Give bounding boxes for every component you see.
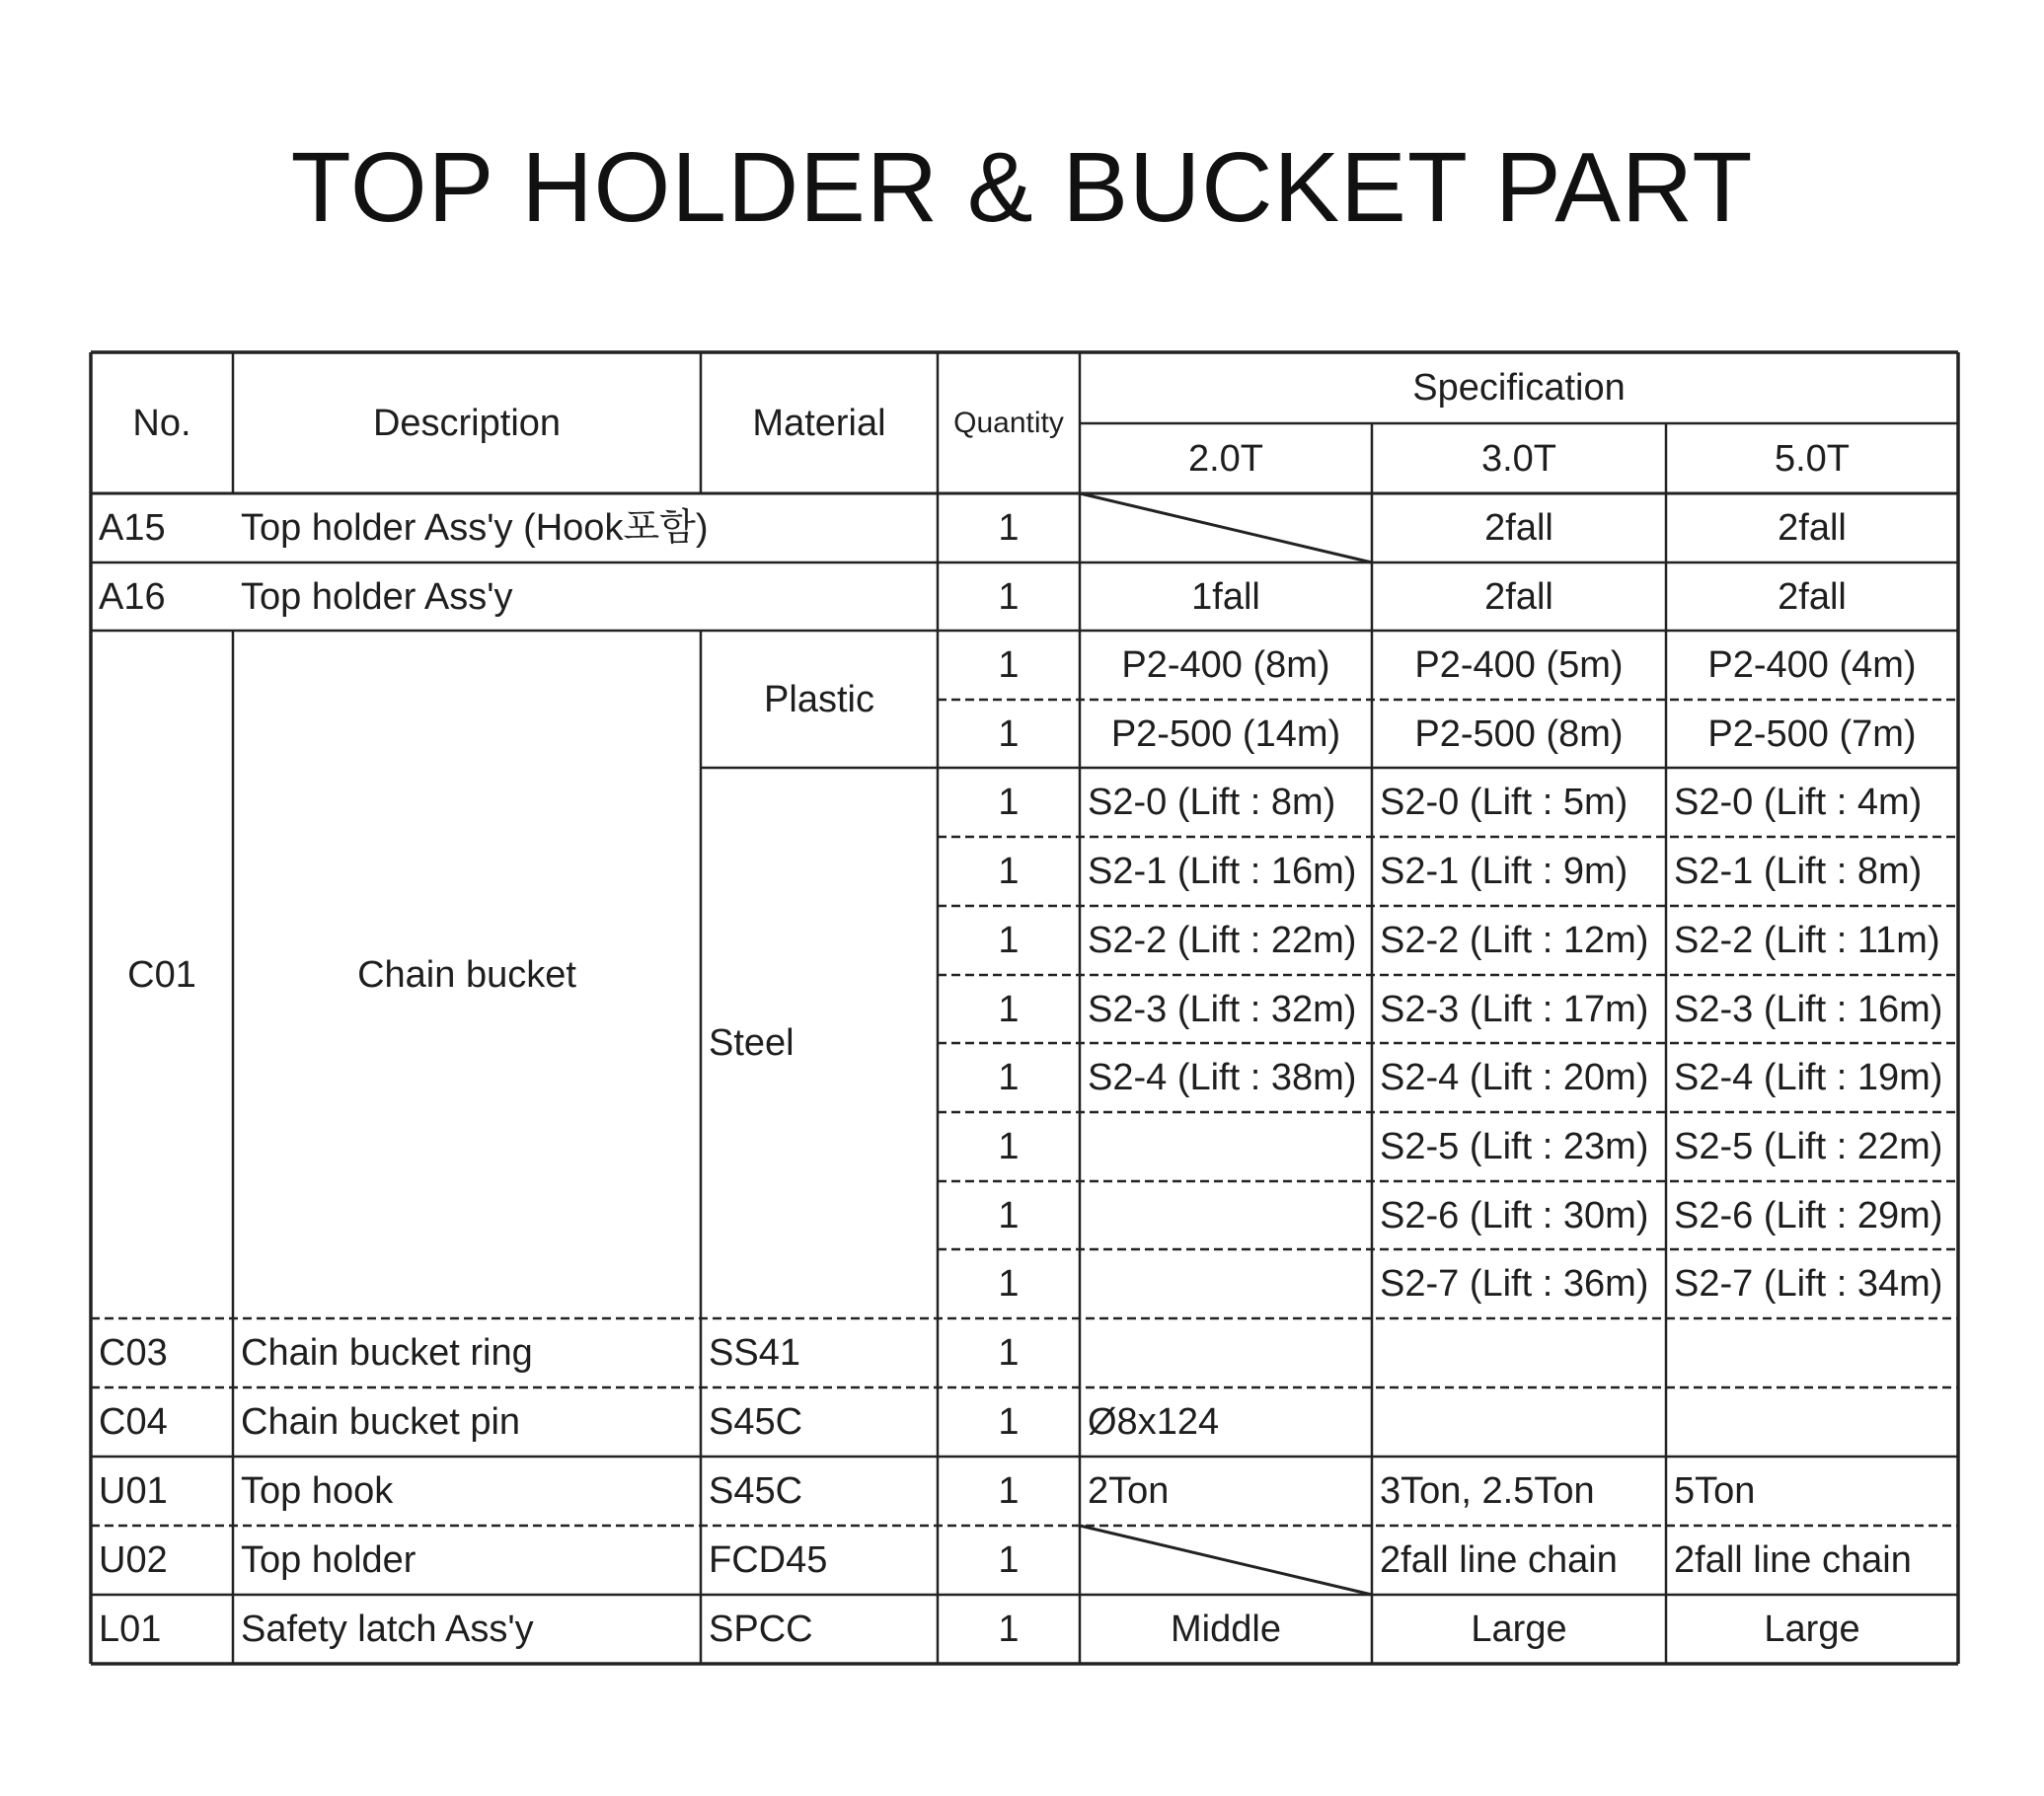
row-l01-description: Safety latch Ass'y — [241, 1609, 534, 1650]
row-c01-sub-spec-5-0t: S2-3 (Lift : 16m) — [1674, 988, 1943, 1030]
row-c03-description: Chain bucket ring — [241, 1332, 533, 1374]
row-c01-sub-quantity: 1 — [998, 712, 1020, 755]
row-c01-sub-spec-3-0t: S2-0 (Lift : 5m) — [1380, 782, 1628, 823]
header-specification: Specification — [1412, 367, 1626, 409]
row-c01-sub-spec-2-0t: S2-3 (Lift : 32m) — [1088, 988, 1357, 1030]
row-u02-material: FCD45 — [709, 1539, 828, 1581]
row-u01-spec-2-0t: 2Ton — [1088, 1470, 1170, 1512]
row-u01-description: Top hook — [241, 1470, 394, 1512]
row-c04-no: C04 — [99, 1401, 168, 1443]
row-c01-sub-spec-2-0t: S2-2 (Lift : 22m) — [1088, 920, 1357, 961]
row-c04-quantity: 1 — [998, 1401, 1020, 1443]
row-c01-sub-spec-3-0t: S2-7 (Lift : 36m) — [1380, 1263, 1649, 1305]
row-c01-sub-quantity: 1 — [998, 782, 1020, 823]
row-l01-no: L01 — [99, 1609, 162, 1650]
row-c01-sub-quantity: 1 — [998, 851, 1020, 892]
page-title: TOP HOLDER & BUCKET PART — [290, 132, 1754, 243]
row-u01-spec-3-0t: 3Ton, 2.5Ton — [1380, 1470, 1595, 1512]
row-c04-description: Chain bucket pin — [241, 1401, 521, 1443]
row-c01-sub-spec-3-0t: S2-4 (Lift : 20m) — [1380, 1057, 1649, 1098]
header-5-0t: 5.0T — [1774, 437, 1851, 480]
row-l01-quantity: 1 — [998, 1609, 1020, 1650]
row-u01-material: S45C — [709, 1470, 803, 1512]
row-l01-material: SPCC — [709, 1609, 813, 1650]
row-c01-sub-spec-2-0t — [1080, 1249, 1372, 1318]
row-c01-sub-spec-3-0t: S2-1 (Lift : 9m) — [1380, 851, 1628, 892]
row-c01-material-steel: Steel — [709, 1022, 795, 1064]
row-c01-sub-spec-2-0t — [1080, 1112, 1372, 1181]
row-c01-sub-spec-5-0t: S2-2 (Lift : 11m) — [1674, 920, 1940, 961]
row-c01-sub-quantity: 1 — [998, 1194, 1020, 1236]
header-material: Material — [752, 402, 886, 444]
row-c01-description: Chain bucket — [357, 953, 576, 996]
row-c01-sub-spec-3-0t: S2-3 (Lift : 17m) — [1380, 988, 1649, 1030]
row-c01-sub-spec-3-0t: S2-5 (Lift : 23m) — [1380, 1126, 1649, 1167]
row-c01-sub-quantity: 1 — [998, 644, 1020, 686]
row-c01-sub-spec-2-0t: P2-500 (14m) — [1110, 712, 1341, 755]
row-a16-quantity: 1 — [998, 575, 1020, 618]
row-u01-spec-5-0t: 5Ton — [1674, 1470, 1756, 1512]
row-c01-sub-spec-5-0t: S2-4 (Lift : 19m) — [1674, 1057, 1943, 1098]
row-c03-material: SS41 — [709, 1332, 800, 1374]
row-l01-spec-3-0t: Large — [1471, 1609, 1567, 1650]
row-c04-material: S45C — [709, 1401, 803, 1443]
row-c01-material-plastic: Plastic — [764, 678, 874, 720]
row-u01-no: U01 — [99, 1470, 168, 1512]
header-description: Description — [372, 402, 562, 444]
row-u02-description: Top holder — [241, 1539, 416, 1581]
row-c01-sub-quantity: 1 — [998, 1126, 1020, 1167]
header-2-0t: 2.0T — [1187, 437, 1264, 480]
row-a16-spec-3-0t: 2fall — [1484, 575, 1553, 618]
row-c03-no: C03 — [99, 1332, 168, 1374]
row-u01-quantity: 1 — [998, 1470, 1020, 1512]
row-c01-sub-spec-2-0t: S2-0 (Lift : 8m) — [1088, 782, 1336, 823]
row-c01-sub-spec-2-0t: P2-400 (8m) — [1121, 644, 1330, 686]
row-a15-spec-5-0t: 2fall — [1778, 507, 1847, 549]
row-a15-quantity: 1 — [998, 507, 1020, 549]
row-l01-spec-2-0t: Middle — [1171, 1609, 1281, 1650]
row-c01-sub-quantity: 1 — [998, 1263, 1020, 1305]
row-u02-spec-5-0t: 2fall line chain — [1674, 1539, 1912, 1581]
row-c01-sub-spec-5-0t: S2-5 (Lift : 22m) — [1674, 1126, 1943, 1167]
header-no: No. — [132, 402, 191, 444]
row-c01-sub-spec-2-0t — [1080, 1181, 1372, 1249]
row-c01-sub-spec-5-0t: S2-0 (Lift : 4m) — [1674, 782, 1923, 823]
row-u02-no: U02 — [99, 1539, 168, 1581]
row-c01-sub-spec-5-0t: S2-7 (Lift : 34m) — [1674, 1263, 1943, 1305]
row-c01-no: C01 — [127, 953, 196, 996]
row-a16-spec-2-0t: 1fall — [1191, 575, 1260, 618]
row-c01-sub-spec-3-0t: P2-500 (8m) — [1414, 712, 1624, 755]
row-c01-sub-spec-3-0t: P2-400 (5m) — [1414, 644, 1624, 686]
row-c04-spec-2-0t: Ø8x124 — [1088, 1401, 1220, 1443]
row-c03-quantity: 1 — [998, 1332, 1020, 1374]
row-c01-sub-spec-3-0t: S2-2 (Lift : 12m) — [1380, 920, 1649, 961]
row-u02-spec-3-0t: 2fall line chain — [1380, 1539, 1618, 1581]
row-c01-sub-quantity: 1 — [998, 1057, 1020, 1098]
row-c01-sub-spec-5-0t: P2-500 (7m) — [1707, 712, 1917, 755]
row-c01-sub-spec-3-0t: S2-6 (Lift : 30m) — [1380, 1194, 1649, 1236]
row-c01-sub-spec-5-0t: S2-1 (Lift : 8m) — [1674, 851, 1923, 892]
header-quantity: Quantity — [953, 406, 1064, 439]
header-3-0t: 3.0T — [1480, 437, 1557, 480]
row-c01-sub-spec-5-0t: S2-6 (Lift : 29m) — [1674, 1194, 1943, 1236]
row-a15-no: A15 — [99, 507, 166, 549]
row-a16-no: A16 — [99, 575, 166, 618]
row-a16-description: Top holder Ass'y — [241, 575, 513, 618]
row-a16-spec-5-0t: 2fall — [1778, 575, 1847, 618]
row-c01-sub-spec-2-0t: S2-4 (Lift : 38m) — [1088, 1057, 1357, 1098]
row-c01-sub-spec-5-0t: P2-400 (4m) — [1707, 644, 1917, 686]
row-l01-spec-5-0t: Large — [1764, 1609, 1860, 1650]
row-a15-spec-3-0t: 2fall — [1484, 507, 1553, 549]
row-c01-sub-quantity: 1 — [998, 920, 1020, 961]
row-a15-description: Top holder Ass'y (Hook포함) — [241, 507, 709, 549]
row-c01-sub-spec-2-0t: S2-1 (Lift : 16m) — [1088, 851, 1357, 892]
row-u02-quantity: 1 — [998, 1539, 1020, 1581]
row-c01-sub-quantity: 1 — [998, 988, 1020, 1030]
